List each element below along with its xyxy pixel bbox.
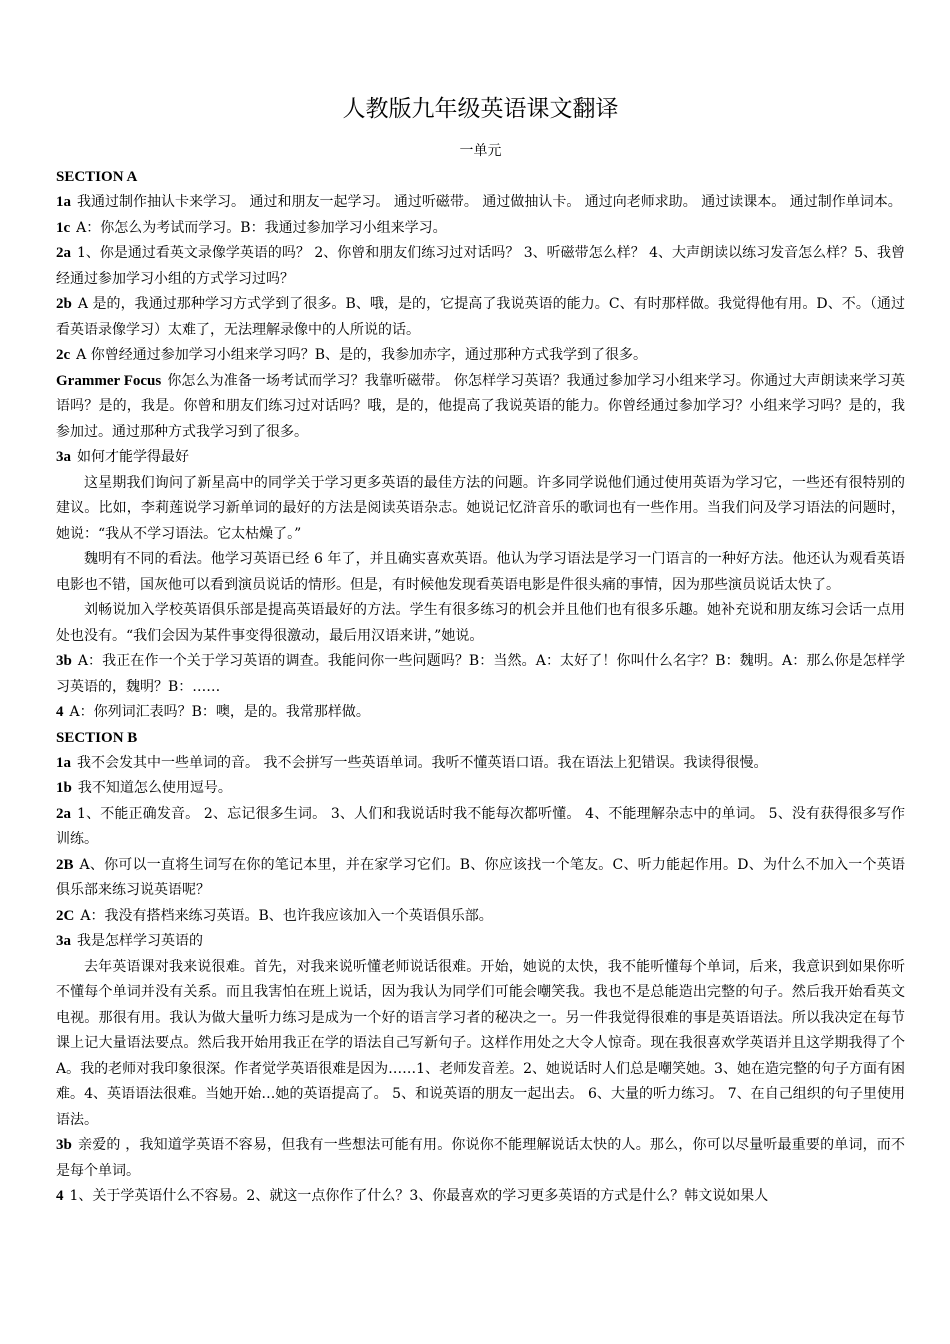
exercise-paragraph xyxy=(56,929,905,955)
exercise-label: 1b xyxy=(56,780,72,796)
exercise-paragraph xyxy=(56,802,905,853)
exercise-label: 3b xyxy=(56,653,72,669)
paragraph-text: 1、关于学英语什么不容易。2、就这一点你作了什么？3、你最喜欢的学习更多英语的方式是什么？韩文说如果人 xyxy=(69,1188,769,1204)
paragraph-text: A：你列词汇表吗？B：噢，是的。我常那样做。 xyxy=(69,704,370,720)
exercise-paragraph xyxy=(56,343,905,369)
paragraph-text: A 你曾经通过参加学习小组来学习吗？B、是的，我参加赤字，通过那种方式我学到了很多。 xyxy=(76,347,648,363)
body-paragraph xyxy=(56,955,905,1134)
exercise-label: 3a xyxy=(56,933,71,949)
exercise-label: Grammer Focus xyxy=(56,372,162,389)
exercise-label: 2a xyxy=(56,805,71,822)
body-paragraph xyxy=(56,598,905,649)
exercise-label: 2b xyxy=(56,296,72,312)
paragraph-text: 我不知道怎么使用逗号。 xyxy=(77,780,232,796)
exercise-paragraph xyxy=(56,369,905,446)
exercise-label: 3b xyxy=(56,1137,72,1153)
exercise-paragraph xyxy=(56,751,905,777)
exercise-label: 2a xyxy=(56,245,71,261)
section-heading: SECTION A xyxy=(56,169,138,185)
exercise-label: 3a xyxy=(56,449,71,465)
paragraph-text: A：我正在作一个关于学习英语的调查。我能问你一些问题吗？B：当然。A：太好了！你叫什么名字？B：魏明。A：那么你是怎样学习英语的，魏明？B：…… xyxy=(56,653,905,695)
paragraph-text: 我通过制作抽认卡来学习。 通过和朋友一起学习。 通过听磁带。 通过做抽认卡。 通过向老师求助。 通过读课本。 通过制作单词本。 xyxy=(77,194,902,210)
exercise-paragraph xyxy=(56,853,905,904)
paragraph-text: A：你怎么为考试而学习。B：我通过参加学习小组来学习。 xyxy=(76,219,447,236)
paragraph-text: 我是怎样学习英语的 xyxy=(77,933,203,949)
paragraph-text: A 是的，我通过那种学习方式学到了很多。B、哦，是的，它提高了我说英语的能力。C、有时那样做。我觉得他有用。D、不。（通过看英语录像学习）太难了，无法理解录像中的人所说的话。 xyxy=(56,296,905,338)
exercise-paragraph xyxy=(56,700,905,726)
paragraph-text: 我不会发其中一些单词的音。 我不会拼写一些英语单词。我听不懂英语口语。我在语法上犯错误。我读得很慢。 xyxy=(77,754,768,771)
exercise-paragraph xyxy=(56,216,905,242)
page-title: 人教版九年级英语课文翻译 xyxy=(342,96,619,122)
unit-subtitle: 一单元 xyxy=(459,143,502,159)
document-body xyxy=(56,165,905,1210)
exercise-label: 4 xyxy=(56,1188,64,1204)
paragraph-text: 去年英语课对我来说很难。首先，对我来说听懂老师说话很难。开始，她说的太快，我不能听懂每个单词，后来，我意识到如果你听不懂每个单词并没有关系。而且我害怕在班上说话，因为我认为同学们可能会嘲笑我。我也不是总能造出完整的句子。然后我开始看英文电视。那很有用。我认为做大量听力练习是成为一个好的语言学习者的秘决之一。另一件我觉得很难的事是英语语法。所以我决定在每节课上记大量语法要点。然后我开始用我正在学的语法自己写新句子。这样作用处之大令人惊奇。现在我很喜欢学英语并且这学期我得了个 A。我的老师对我印象很深。作者觉学英语很难是因为……1、老师发音差。2、她说话时人们总是嘲笑她。3、她在造完整的句子方面有困难。4、英语语法很难。当她开始…她的英语提高了。 5、和说英语的朋友一起出去。 6、大量的听力练习。 7、在自己组织的句子里使用语法。 xyxy=(56,958,905,1128)
exercise-label: 1c xyxy=(56,219,71,236)
exercise-paragraph xyxy=(56,190,905,216)
exercise-label: 1a xyxy=(56,194,71,210)
body-paragraph xyxy=(56,471,905,548)
exercise-paragraph xyxy=(56,1184,905,1210)
exercise-paragraph xyxy=(56,776,905,802)
paragraph-text: 亲爱的 ，我知道学英语不容易，但我有一些想法可能有用。你说你不能理解说话太快的人。那么，你可以尽量听最重要的单词，而不是每个单词。 xyxy=(56,1137,905,1179)
paragraph-text: 1、不能正确发音。 2、忘记很多生词。 3、人们和我说话时我不能每次都听懂。 4、不能理解杂志中的单词。 5、没有获得很多写作训练。 xyxy=(56,805,905,847)
exercise-label: 4 xyxy=(56,704,64,720)
exercise-paragraph xyxy=(56,1133,905,1184)
paragraph-text: 如何才能学得最好 xyxy=(77,449,189,465)
exercise-paragraph xyxy=(56,445,905,471)
paragraph-text: 刘畅说加入学校英语俱乐部是提高英语最好的方法。学生有很多练习的机会并且他们也有很多乐趣。她补充说和朋友练习会话一点用处也没有。“我们会因为某件事变得很激动，最后用汉语来讲，”她说。 xyxy=(56,602,905,644)
section-heading: SECTION B xyxy=(56,729,138,746)
body-paragraph xyxy=(56,547,905,598)
exercise-paragraph xyxy=(56,292,905,343)
paragraph-text: 这星期我们询问了新星高中的同学关于学习更多英语的最佳方法的问题。许多同学说他们通过使用英语为学习它，一些还有很特别的建议。比如，李莉莲说学习新单词的最好的方法是阅读英语杂志。她说记忆浒音乐的歌词也有一些作用。当我们问及学习语法的问题时，她说：“我从不学习语法。它太枯燥了。” xyxy=(56,474,905,542)
paragraph-text: 1、你是通过看英文录像学英语的吗？ 2、你曾和朋友们练习过对话吗？ 3、听磁带怎么样？ 4、大声朗读以练习发音怎么样？5、我曾经通过参加学习小组的方式学习过吗？ xyxy=(56,245,905,287)
exercise-label: 2c xyxy=(56,347,71,363)
exercise-paragraph xyxy=(56,904,905,930)
paragraph-text: A、你可以一直将生词写在你的笔记本里，并在家学习它们。B、你应该找一个笔友。C、听力能起作用。D、为什么不加入一个英语俱乐部来练习说英语呢？ xyxy=(56,856,905,898)
paragraph-text: 你怎么为准备一场考试而学习？我靠听磁带。 你怎样学习英语？我通过参加学习小组来学习。你通过大声朗读来学习英语吗？是的，我是。你曾和朋友们练习过对话吗？哦，是的，他提高了我说英语的能力。你曾经通过参加学习？小组来学习吗？是的，我参加过。通过那种方式我学习到了很多。 xyxy=(56,372,905,440)
exercise-paragraph xyxy=(56,649,905,700)
paragraph-text: 魏明有不同的看法。他学习英语已经 6 年了，并且确实喜欢英语。他认为学习语法是学习一门语言的一种好方法。他还认为观看英语电影也不错，国灰他可以看到演员说话的情形。但是，有时候他发现看英语电影是件很头痛的事情，因为那些演员说话太快了。 xyxy=(56,551,905,593)
paragraph-text: A：我没有搭档来练习英语。B、也许我应该加入一个英语俱乐部。 xyxy=(80,907,493,924)
exercise-label: 2C xyxy=(56,907,75,924)
exercise-label: 2B xyxy=(56,856,74,873)
exercise-paragraph xyxy=(56,241,905,292)
exercise-label: 1a xyxy=(56,754,71,771)
